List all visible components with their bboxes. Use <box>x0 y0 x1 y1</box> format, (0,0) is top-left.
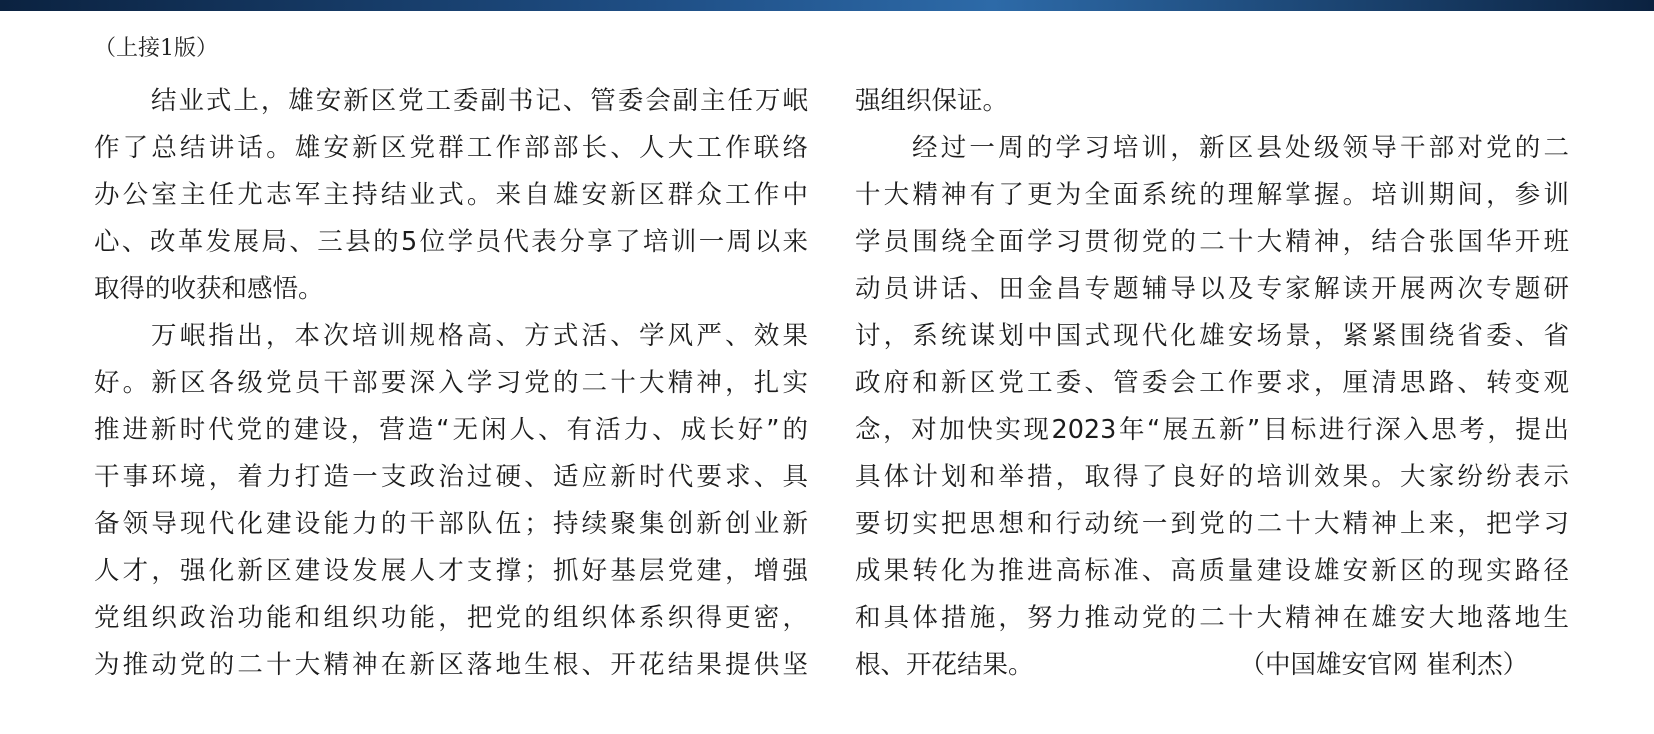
article-text-line: 经过一周的学习培训，新区县处级领导干部对党的二 <box>912 133 1569 163</box>
continued-from-page-note: （上接1版） <box>94 36 218 61</box>
article-text-line: 成果转化为推进高标准、高质量建设雄安新区的现实路径 <box>855 556 1569 586</box>
article-text-line: 结业式上，雄安新区党工委副书记、管委会副主任万岷 <box>151 86 808 116</box>
article-closing-line <box>855 642 1569 689</box>
article-text-line: 和具体措施，努力推动党的二十大精神在雄安大地落地生 <box>855 603 1569 633</box>
article-byline: （中国雄安官网 崔利杰） <box>1239 650 1529 680</box>
article-text-line: 十大精神有了更为全面系统的理解掌握。培训期间，参训 <box>855 180 1569 210</box>
article-text-line: 取得的收获和感悟。 <box>94 274 324 304</box>
article-text-line: 推进新时代党的建设，营造“无闲人、有活力、成长好”的 <box>94 415 808 445</box>
article-text-line: 具体计划和举措，取得了良好的培训效果。大家纷纷表示 <box>855 462 1569 492</box>
article-text-line: 万岷指出，本次培训规格高、方式活、学风严、效果 <box>151 321 808 351</box>
article-text-line: 作了总结讲话。雄安新区党群工作部部长、人大工作联络 <box>94 133 808 163</box>
article-text-line: 念，对加快实现2023年“展五新”目标进行深入思考，提出 <box>855 415 1569 445</box>
article-text-line: 备领导现代化建设能力的干部队伍；持续聚集创新创业新 <box>94 509 808 539</box>
closing-text: 根、开花结果。 <box>855 650 1034 680</box>
article-text-line: 党组织政治功能和组织功能，把党的组织体系织得更密， <box>94 603 808 633</box>
header-color-bar <box>0 0 1654 11</box>
article-text-line: 强组织保证。 <box>855 86 1009 116</box>
article-text-line: 学员围绕全面学习贯彻党的二十大精神，结合张国华开班 <box>855 227 1569 257</box>
article-text-line: 办公室主任尤志军主持结业式。来自雄安新区群众工作中 <box>94 180 808 210</box>
article-column-left <box>94 78 808 689</box>
article-text-line: 为推动党的二十大精神在新区落地生根、开花结果提供坚 <box>94 650 808 680</box>
article-text-line: 动员讲话、田金昌专题辅导以及专家解读开展两次专题研 <box>855 274 1569 304</box>
article-text-line: 干事环境，着力打造一支政治过硬、适应新时代要求、具 <box>94 462 808 492</box>
article-text-line: 要切实把思想和行动统一到党的二十大精神上来，把学习 <box>855 509 1569 539</box>
article-text-line: 政府和新区党工委、管委会工作要求，厘清思路、转变观 <box>855 368 1569 398</box>
article-text-line: 人才，强化新区建设发展人才支撑；抓好基层党建，增强 <box>94 556 808 586</box>
article-text-line: 心、改革发展局、三县的5位学员代表分享了培训一周以来 <box>94 227 808 257</box>
article-text-line: 讨，系统谋划中国式现代化雄安场景，紧紧围绕省委、省 <box>855 321 1569 351</box>
article-column-right <box>855 78 1569 689</box>
article-text-line: 好。新区各级党员干部要深入学习党的二十大精神，扎实 <box>94 368 808 398</box>
